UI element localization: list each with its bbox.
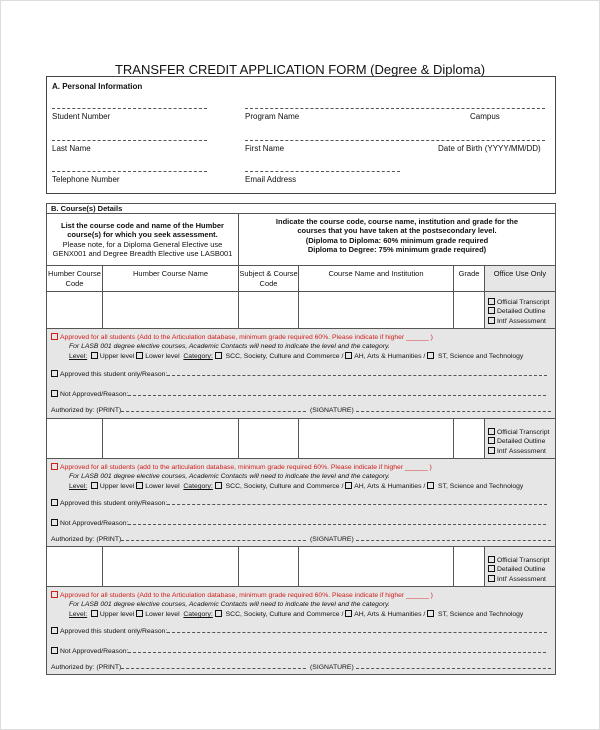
entry-cell[interactable] xyxy=(46,546,103,587)
col-office-use: Office Use Only xyxy=(484,265,556,292)
first-name-label: First Name xyxy=(245,144,285,153)
entry-cell[interactable] xyxy=(102,546,239,587)
form-title: TRANSFER CREDIT APPLICATION FORM (Degree & Diploma) xyxy=(114,62,486,77)
program-name-label: Program Name xyxy=(245,112,300,121)
office-option[interactable]: Detailed Outline xyxy=(488,437,545,446)
not-approved[interactable]: Not Approved/Reason: xyxy=(51,519,546,527)
assessment-block xyxy=(46,586,556,675)
office-use-cell xyxy=(484,291,556,329)
level-category-row: Level: Upper level Lower level Category: SCC, Society, Culture and Commerce / AH, Arts & Humanities / ST, Science and Technology xyxy=(69,483,524,490)
checkbox-icon[interactable] xyxy=(488,428,495,435)
left-instructions: List the course code and name of the Humber course(s) for which you seek assessment. Please note, for a Diploma General Elective use GENX001 and Degree Breadth Elective use LASB001 xyxy=(46,213,239,266)
entry-cell[interactable] xyxy=(298,291,454,329)
office-use-cell xyxy=(484,546,556,587)
assessment-block xyxy=(46,458,556,547)
checkbox-icon[interactable] xyxy=(488,437,495,444)
entry-cell[interactable] xyxy=(102,418,239,459)
entry-cell[interactable] xyxy=(298,418,454,459)
office-option[interactable]: Intl' Assessment xyxy=(488,447,546,456)
approved-this-student[interactable]: Approved this student only/Reason: xyxy=(51,370,547,378)
entry-cell[interactable] xyxy=(46,418,103,459)
entry-cell[interactable] xyxy=(453,546,485,587)
checkbox-icon[interactable] xyxy=(488,447,495,454)
not-approved[interactable]: Not Approved/Reason: xyxy=(51,647,546,655)
lasb-note: For LASB 001 degree elective courses, Academic Contacts will need to indicate the level and the category. xyxy=(69,473,390,480)
entry-cell[interactable] xyxy=(453,418,485,459)
office-option[interactable]: Intl' Assessment xyxy=(488,575,546,584)
approved-all-option[interactable]: Approved for all students (Add to the Articulation database, minimum grade required 60%. Please indicate if higher ______ ) xyxy=(51,591,433,599)
telephone-label: Telephone Number xyxy=(52,175,120,184)
checkbox-icon[interactable] xyxy=(488,307,495,314)
section-b-heading: B. Course(s) Details xyxy=(51,203,123,213)
office-option[interactable]: Intl' Assessment xyxy=(488,317,546,326)
checkbox-icon[interactable] xyxy=(488,298,495,305)
level-category-row: Level: Upper level Lower level Category: SCC, Society, Culture and Commerce / AH, Arts & Humanities / ST, Science and Technology xyxy=(69,611,524,618)
personal-info-section xyxy=(46,76,556,194)
checkbox-icon[interactable] xyxy=(488,317,495,324)
assessment-block xyxy=(46,328,556,419)
office-option[interactable]: Official Transcript xyxy=(488,428,549,437)
authorization-row[interactable]: Authorized by: (PRINT) (SIGNATURE) xyxy=(51,536,551,543)
approved-all-option[interactable]: Approved for all students (add to the articulation database, minimum grade required 60%. Please indicate if higher ______ ) xyxy=(51,463,432,471)
entry-cell[interactable] xyxy=(238,418,299,459)
campus-label: Campus xyxy=(470,112,500,121)
entry-cell[interactable] xyxy=(453,291,485,329)
last-name-label: Last Name xyxy=(52,144,91,153)
office-option[interactable]: Detailed Outline xyxy=(488,565,545,574)
approved-this-student[interactable]: Approved this student only/Reason: xyxy=(51,499,547,507)
office-option[interactable]: Official Transcript xyxy=(488,556,549,565)
lasb-note: For LASB 001 degree elective courses, Academic Contacts will need to indicate the level and the category. xyxy=(69,601,390,608)
email-label: Email Address xyxy=(245,175,297,184)
student-number-label: Student Number xyxy=(52,112,111,121)
checkbox-icon[interactable] xyxy=(488,575,495,582)
office-use-cell xyxy=(484,418,556,459)
approved-all-option[interactable]: Approved for all students (Add to the Articulation database, minimum grade required 60%. Please indicate if higher ______ ) xyxy=(51,333,433,341)
office-option[interactable]: Official Transcript xyxy=(488,298,549,307)
entry-cell[interactable] xyxy=(46,291,103,329)
not-approved[interactable]: Not Approved/Reason: xyxy=(51,390,546,398)
lasb-note: For LASB 001 degree elective courses, Academic Contacts will need to indicate the level and the category. xyxy=(69,343,390,350)
entry-cell[interactable] xyxy=(102,291,239,329)
entry-cell[interactable] xyxy=(238,291,299,329)
approved-this-student[interactable]: Approved this student only/Reason: xyxy=(51,627,547,635)
checkbox-icon[interactable] xyxy=(488,556,495,563)
authorization-row[interactable]: Authorized by: (PRINT) (SIGNATURE) xyxy=(51,407,551,414)
level-category-row: Level: Upper level Lower level Category: SCC, Society, Culture and Commerce / AH, Arts & Humanities / ST, Science and Technology xyxy=(69,353,524,360)
col-subject-code: Subject & Course Code xyxy=(238,265,299,292)
col-humber-code: Humber Course Code xyxy=(46,265,103,292)
entry-cell[interactable] xyxy=(298,546,454,587)
office-option[interactable]: Detailed Outline xyxy=(488,307,545,316)
col-course-institution: Course Name and Institution xyxy=(298,265,454,292)
entry-cell[interactable] xyxy=(238,546,299,587)
dob-label: Date of Birth (YYYY/MM/DD) xyxy=(438,144,541,153)
checkbox-icon[interactable] xyxy=(488,565,495,572)
col-humber-name: Humber Course Name xyxy=(102,265,239,292)
right-instructions: Indicate the course code, course name, institution and grade for the courses that you have taken at the postsecondary level. (Diploma to Diploma: 60% minimum grade required Diploma to Degree: 75% minimum grade required) xyxy=(238,213,556,266)
authorization-row[interactable]: Authorized by: (PRINT) (SIGNATURE) xyxy=(51,664,551,671)
col-grade: Grade xyxy=(453,265,485,292)
section-a-heading: A. Personal Information xyxy=(52,82,143,91)
